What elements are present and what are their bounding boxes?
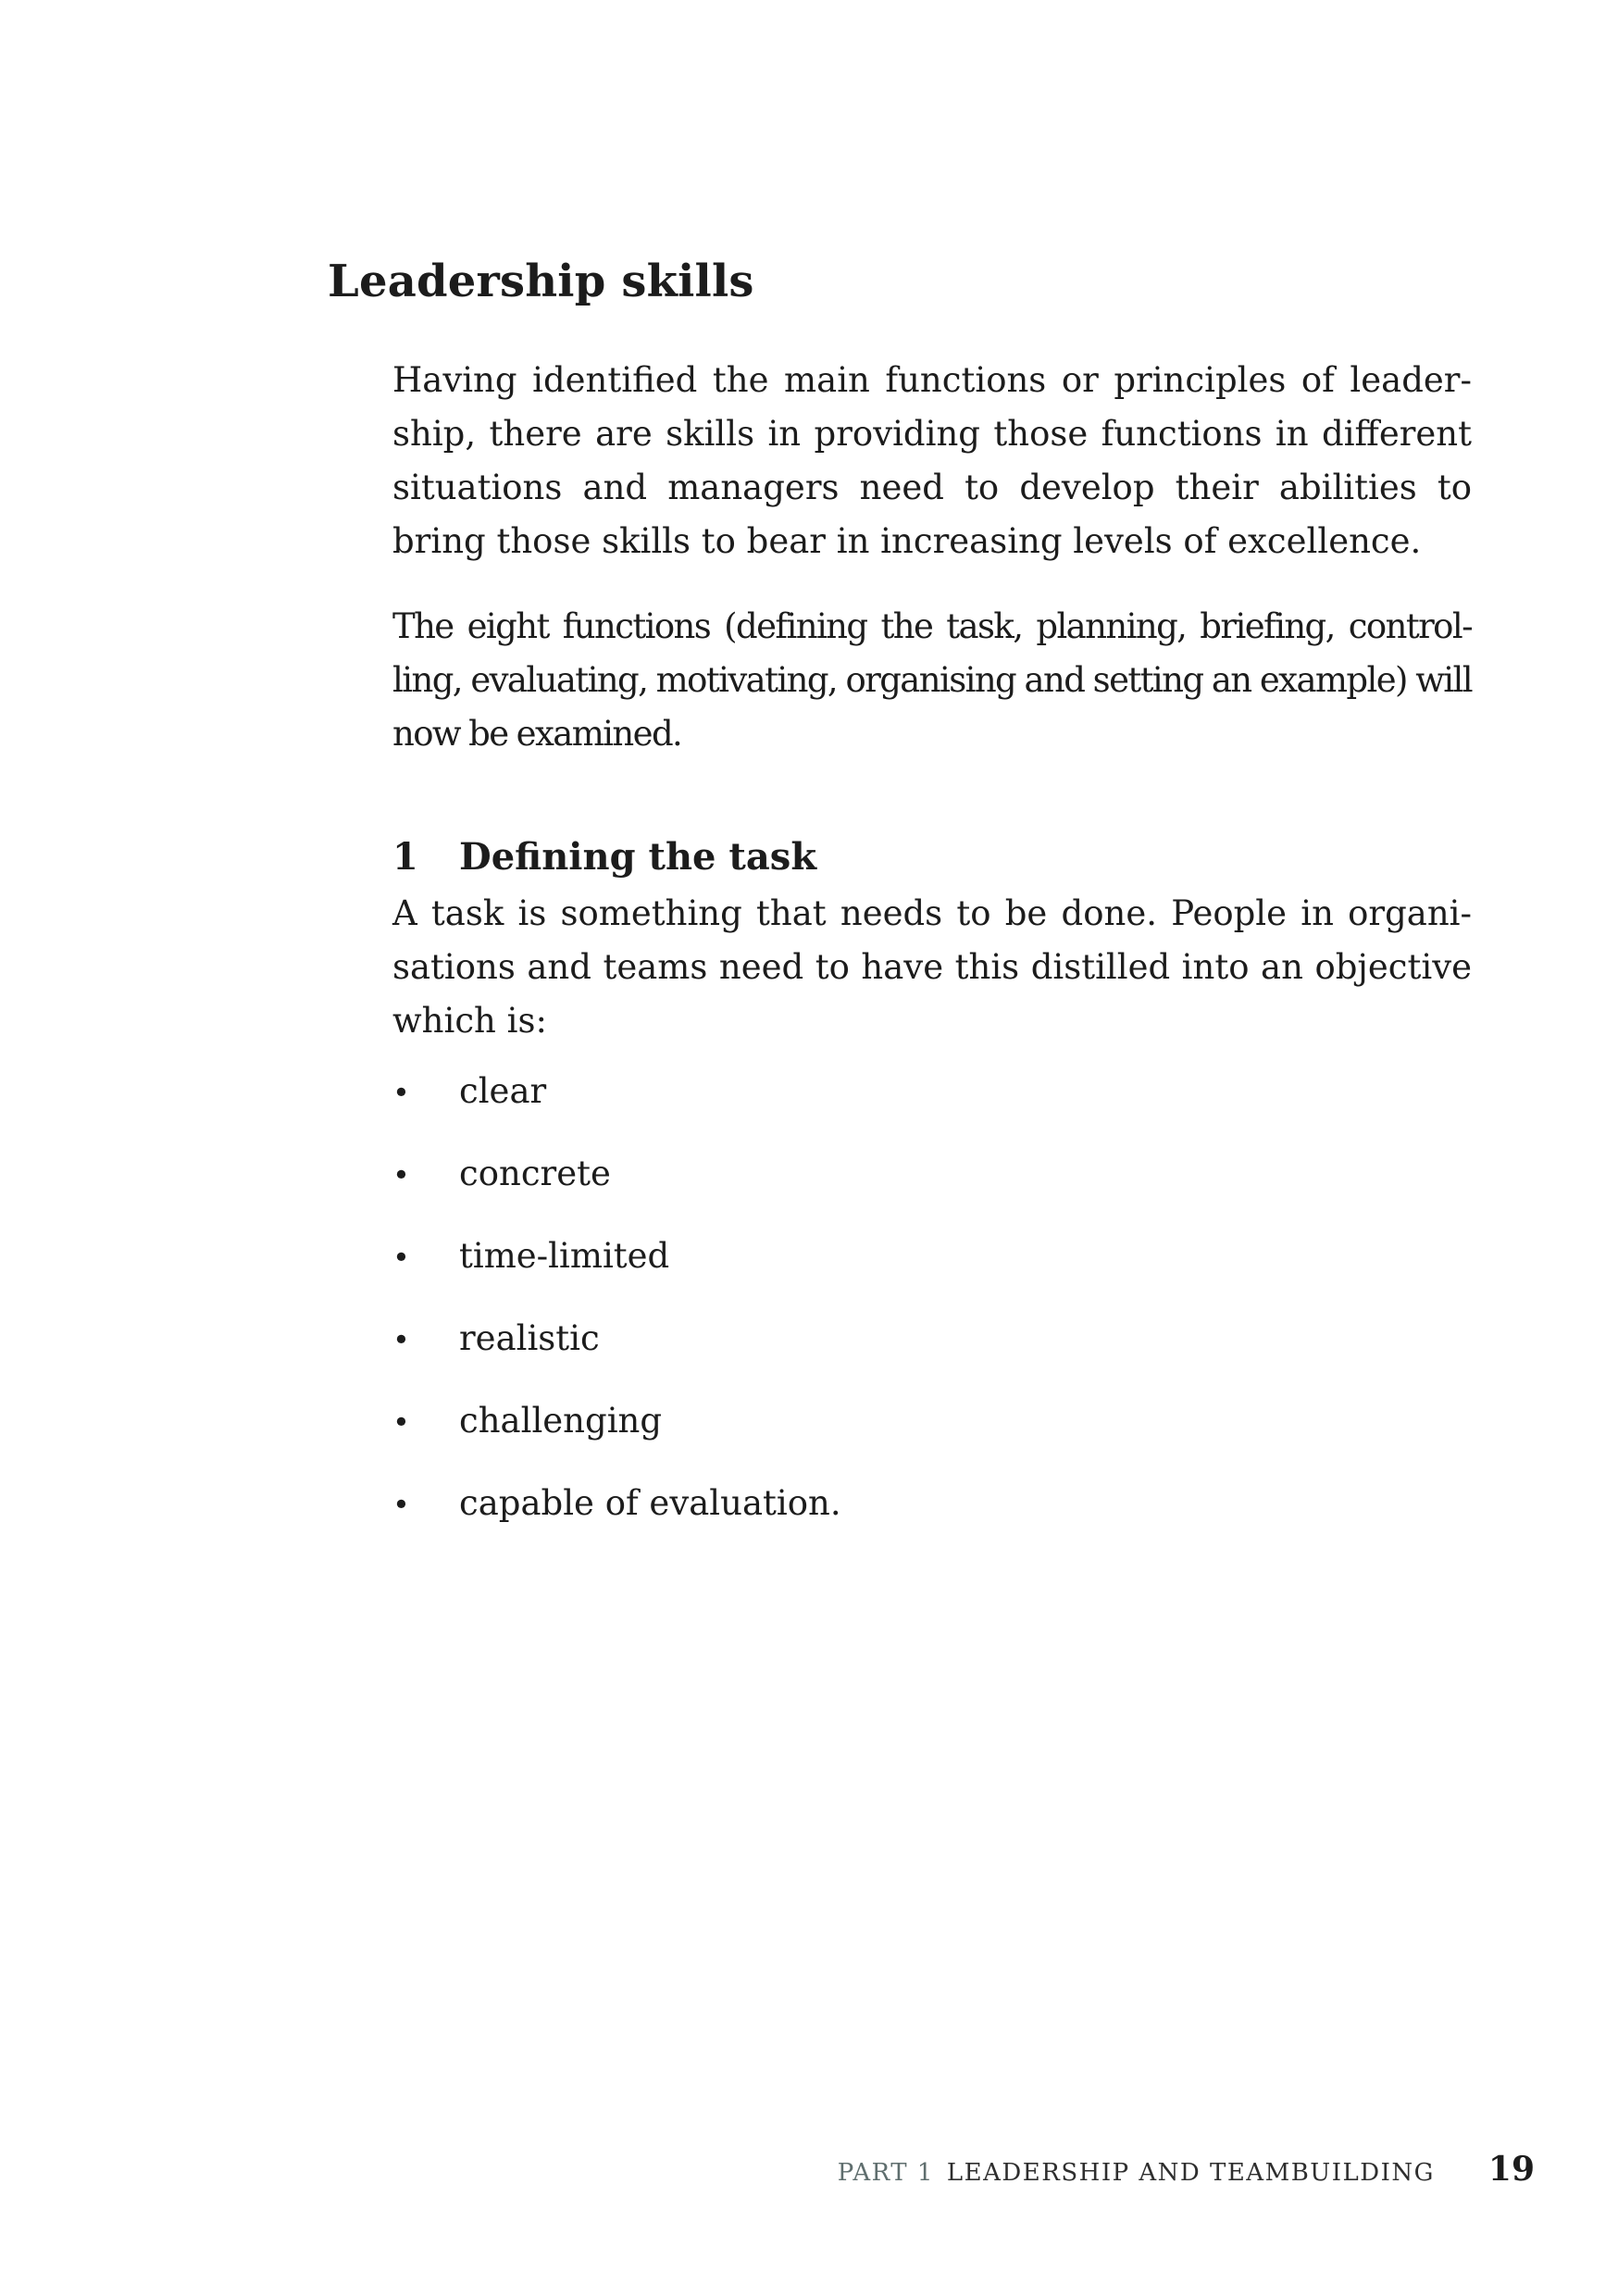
section-intro: A task is something that needs to be done. People in organi-sations and teams need to have this distilled into an objective which is: — [392, 893, 1472, 1041]
list-item — [392, 1229, 1472, 1284]
footer-part-label: PART 1 — [837, 2159, 934, 2187]
page-footer — [838, 2150, 1535, 2189]
section-heading — [392, 833, 1472, 881]
page-title: Leadership skills — [328, 256, 754, 307]
list-item-text: capable of evaluation. — [459, 1483, 841, 1523]
bullet-icon: • — [392, 1487, 410, 1522]
list-item — [392, 1312, 1472, 1366]
bullet-icon: • — [392, 1240, 410, 1275]
bullet-icon: • — [392, 1075, 410, 1110]
list-item-text: clear — [459, 1071, 547, 1111]
bullet-icon: • — [392, 1157, 410, 1192]
paragraph-intro: Having identified the main functions or principles of leader-ship, there are skills in providing those functions in different situations and managers need to develop their abilities to bring those skills to bear in increasing levels of excellence. — [392, 360, 1472, 561]
list-item — [392, 1065, 1472, 1119]
paragraph-functions: The eight functions (defining the task, planning, briefing, control-ling, evaluating, motivating, organising and setting an example) will now be examined. — [392, 606, 1472, 754]
page-number: 19 — [1487, 2150, 1535, 2189]
list-item-text: concrete — [459, 1154, 611, 1193]
list-item-text: challenging — [459, 1401, 663, 1441]
section-title: Defining the task — [459, 835, 817, 879]
list-item — [392, 1147, 1472, 1202]
list-item-text: time-limited — [459, 1236, 670, 1276]
footer-chapter-title: LEADERSHIP AND TEAMBUILDING — [946, 2159, 1435, 2187]
body-content — [392, 354, 1472, 1559]
list-item — [392, 1477, 1472, 1531]
bullet-icon: • — [392, 1404, 410, 1440]
list-item — [392, 1394, 1472, 1449]
objective-list — [392, 1065, 1472, 1531]
list-item-text: realistic — [459, 1318, 600, 1358]
section-number: 1 — [392, 835, 418, 879]
bullet-icon: • — [392, 1322, 410, 1357]
